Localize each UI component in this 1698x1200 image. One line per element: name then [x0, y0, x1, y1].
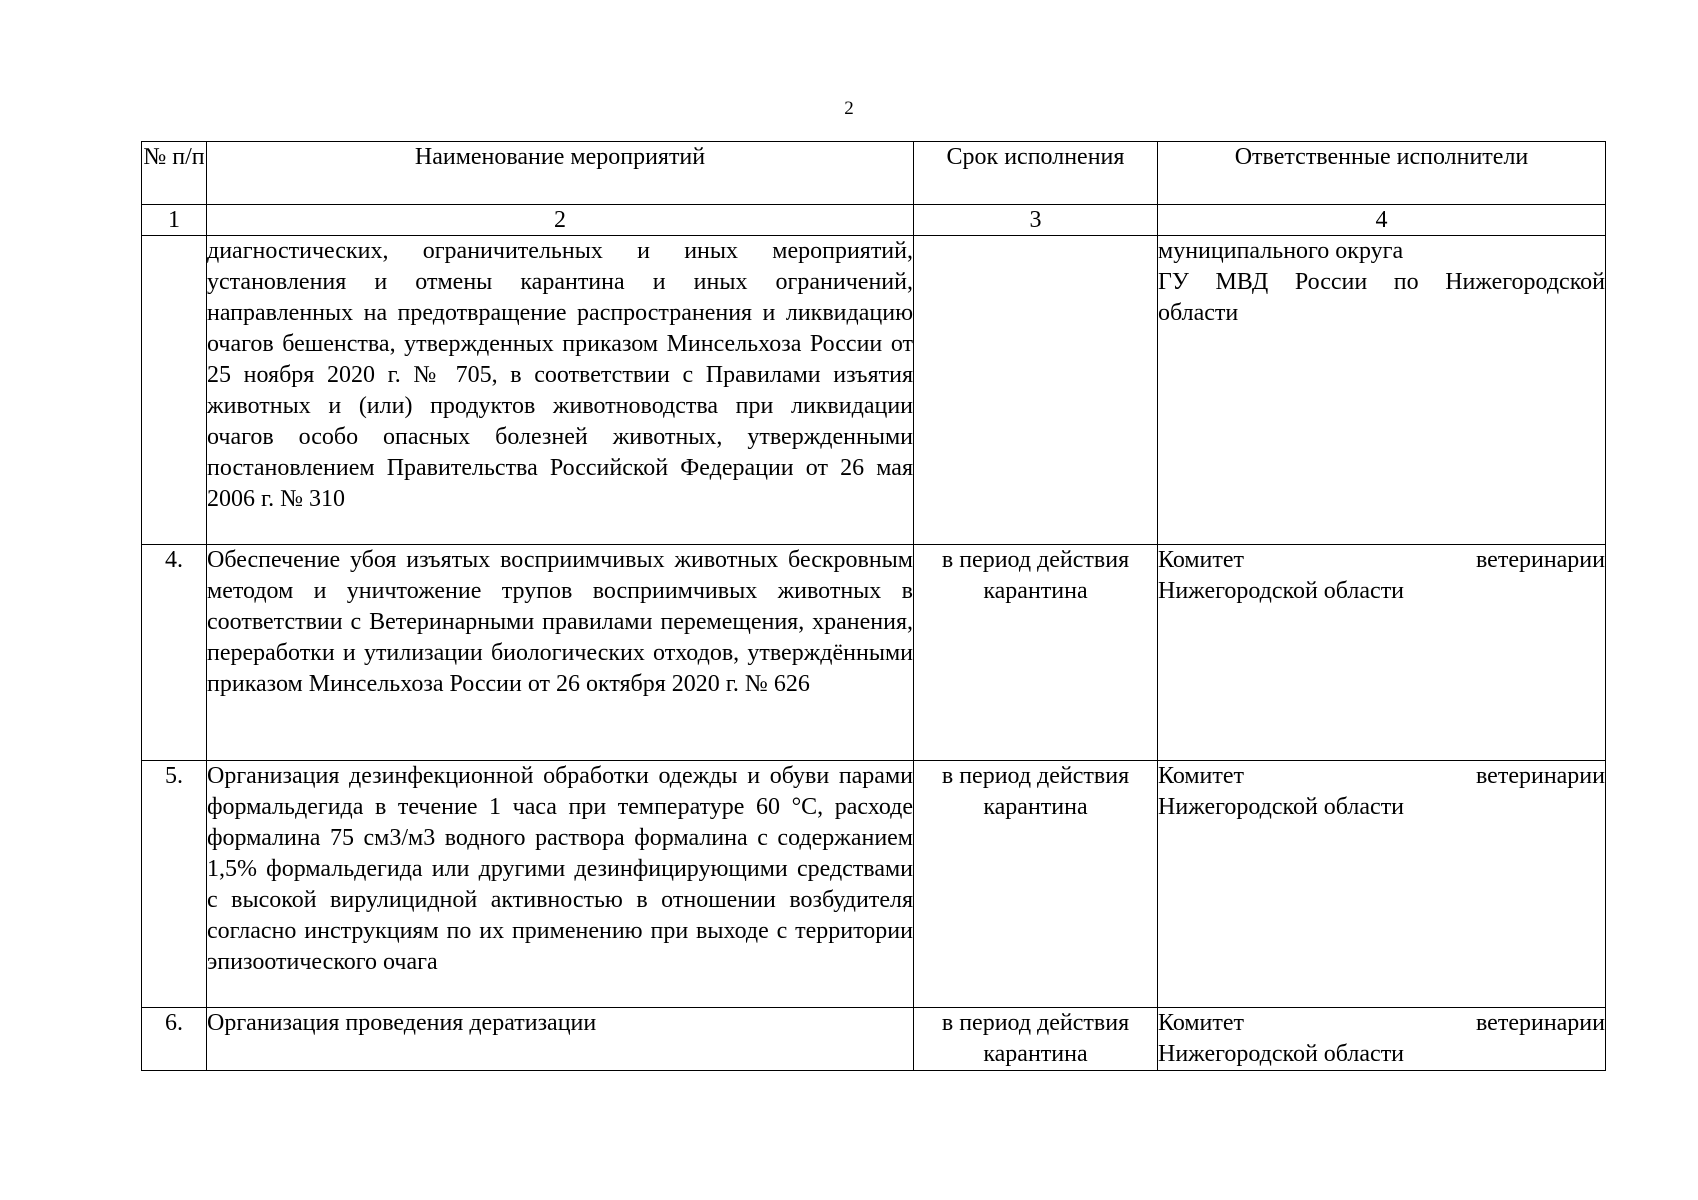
row-term	[914, 236, 1158, 545]
header-term: Срок исполнения	[914, 142, 1158, 205]
table-header-row	[142, 142, 1606, 205]
responsible-word: Комитет	[1158, 547, 1245, 573]
responsible-line: муниципального округа	[1158, 238, 1404, 264]
row-num: 5.	[142, 761, 207, 1008]
column-index: 2	[207, 205, 914, 236]
responsible-line: Нижегородской области	[1158, 1041, 1405, 1067]
row-term: в период действия карантина	[914, 1008, 1158, 1071]
row-term: в период действия карантина	[914, 761, 1158, 1008]
table-row	[142, 545, 1606, 761]
table-row	[142, 236, 1606, 545]
row-name: Организация проведения дератизации	[207, 1008, 914, 1071]
table-row	[142, 1008, 1606, 1071]
row-name: Организация дезинфекционной обработки одежды и обуви парами формальдегида в течение 1 часа при температуре 60 °С, расходе формалина 75 см3/м3 водного раствора формалина с содержанием 1,5% формальдегида или другими дезинфицирующими средствами с высокой вирулицидной активностью в отношении возбудителя согласно инструкциям по их применению при выходе с территории эпизоотического очага	[207, 761, 914, 1008]
row-responsible	[1158, 761, 1606, 1008]
table-row	[142, 761, 1606, 1008]
row-name: диагностических, ограничительных и иных мероприятий, установления и отмены карантина и иных ограничений, направленных на предотвращение распространения и ликвидацию очагов бешенства, утвержденных приказом Минсельхоза России от 25 ноября 2020 г. № 705, в соответствии с Правилами изъятия животных и (или) продуктов животноводства при ликвидации очагов особо опасных болезней животных, утвержденными постановлением Правительства Российской Федерации от 26 мая 2006 г. № 310	[207, 236, 914, 545]
row-num	[142, 236, 207, 545]
responsible-line: Нижегородской области	[1158, 794, 1405, 820]
row-term: в период действия карантина	[914, 545, 1158, 761]
measures-table	[141, 141, 1606, 1071]
responsible-word: ветеринарии	[1475, 1010, 1605, 1036]
header-responsible: Ответственные исполнители	[1158, 142, 1606, 205]
responsible-line	[1158, 761, 1605, 792]
column-index: 3	[914, 205, 1158, 236]
row-responsible	[1158, 236, 1606, 545]
responsible-line: ГУ МВД России по Нижегородской области	[1158, 269, 1605, 326]
column-index: 4	[1158, 205, 1606, 236]
responsible-word: ветеринарии	[1475, 547, 1605, 573]
row-num: 4.	[142, 545, 207, 761]
responsible-word: ветеринарии	[1475, 763, 1605, 789]
row-responsible	[1158, 545, 1606, 761]
responsible-line	[1158, 545, 1605, 576]
row-responsible	[1158, 1008, 1606, 1071]
responsible-word: Комитет	[1158, 763, 1245, 789]
row-name: Обеспечение убоя изъятых восприимчивых животных бескровным методом и уничтожение трупов восприимчивых животных в соответствии с Ветеринарными правилами перемещения, хранения, переработки и утилизации биологических отходов, утверждёнными приказом Минсельхоза России от 26 октября 2020 г. № 626	[207, 545, 914, 761]
column-index: 1	[142, 205, 207, 236]
header-name: Наименование мероприятий	[207, 142, 914, 205]
responsible-line: Нижегородской области	[1158, 578, 1405, 604]
header-num: № п/п	[142, 142, 207, 205]
column-index-row	[142, 205, 1606, 236]
responsible-word: Комитет	[1158, 1010, 1245, 1036]
row-num: 6.	[142, 1008, 207, 1071]
page-number: 2	[844, 98, 854, 119]
responsible-line	[1158, 1008, 1605, 1039]
